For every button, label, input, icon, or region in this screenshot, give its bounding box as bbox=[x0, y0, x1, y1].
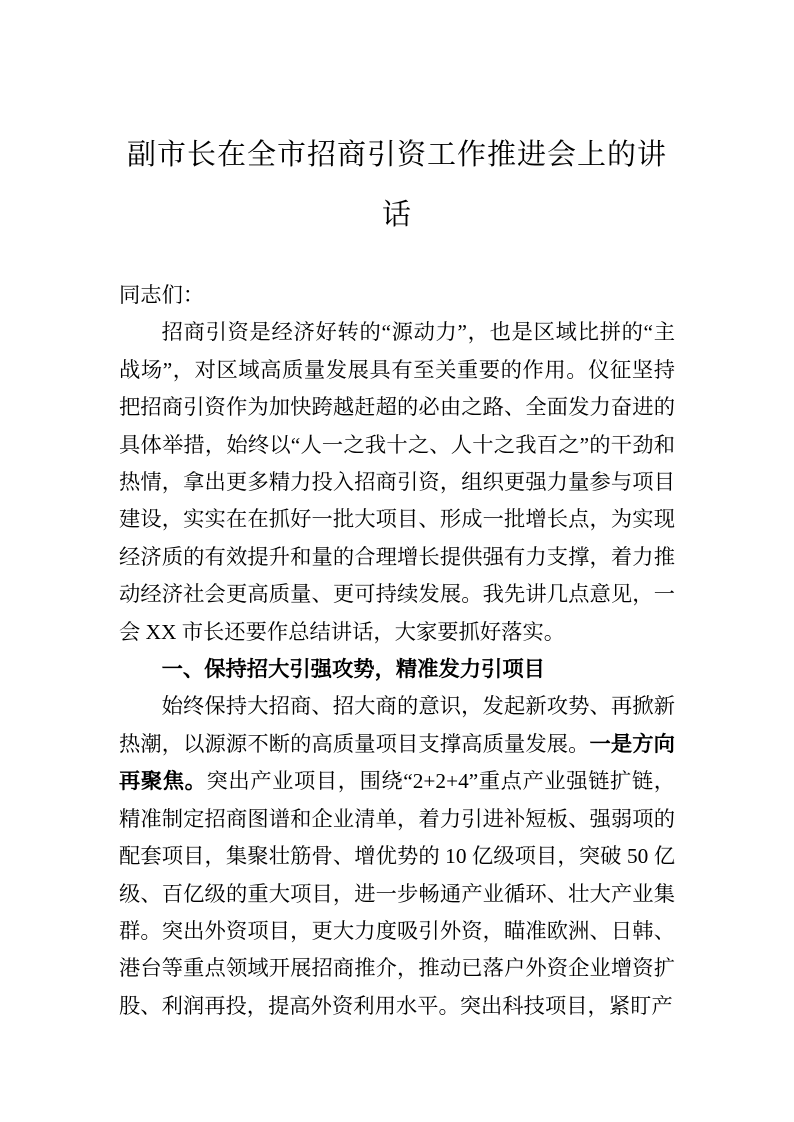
text-segment: 招商引资是经济好转的“源动力”，也是区域比拼的“主战场”，对区域高质量发展具有至关重要的作用。仪征坚持把招商引资作为加快跨越赶超的必由之路、全面发力奋进的具体举措，始终以“人一之我十之、人十之我百之”的干劲和热情，拿出更多精力投入招商引资，组织更强力量参与项目建设，实实在在抓好一批大项目、形成一批增长点，为实现经济质的有效提升和量的合理增长提供强有力支撑，着力推动经济社会更高质量、更可持续发展。我先讲几点意见，一会 XX 市长还要作总结讲话，大家要抓好落实。 bbox=[119, 320, 675, 644]
document-title: 副市长在全市招商引资工作推进会上的讲话 bbox=[126, 139, 667, 231]
paragraph-body bbox=[119, 688, 675, 1025]
bold-text-segment: 一、保持招大引强攻势，精准发力引项目 bbox=[161, 657, 545, 682]
paragraph-heading bbox=[119, 651, 675, 688]
text-segment: 同志们： bbox=[119, 283, 205, 307]
text-segment: 突出产业项目，围绕“2+2+4”重点产业强链扩链，精准制定招商图谱和企业清单，着力引进补短板、强弱项的配套项目，集聚壮筋骨、增优势的 10 亿级项目，突破 50 亿级、百亿级的重大项目，进一步畅通产业循环、壮大产业集群。突出外资项目，更大力度吸引外资，瞄准欧洲、日韩、 港台等重点领域开展招商推介，推动已落户外资企业增资扩股、利润再投，提高外资利用水平。突出科技项目，紧盯产 bbox=[119, 769, 675, 1018]
paragraph-body bbox=[119, 314, 675, 651]
bold-text-segment: 一是方向再聚焦。 bbox=[119, 731, 675, 794]
document-body bbox=[119, 277, 675, 1025]
paragraph-greeting bbox=[119, 277, 675, 314]
text-segment: 始终保持大招商、招大商的意识，发起新攻势、再掀新热潮，以源源不断的高质量项目支撑高质量发展。 bbox=[119, 694, 675, 756]
